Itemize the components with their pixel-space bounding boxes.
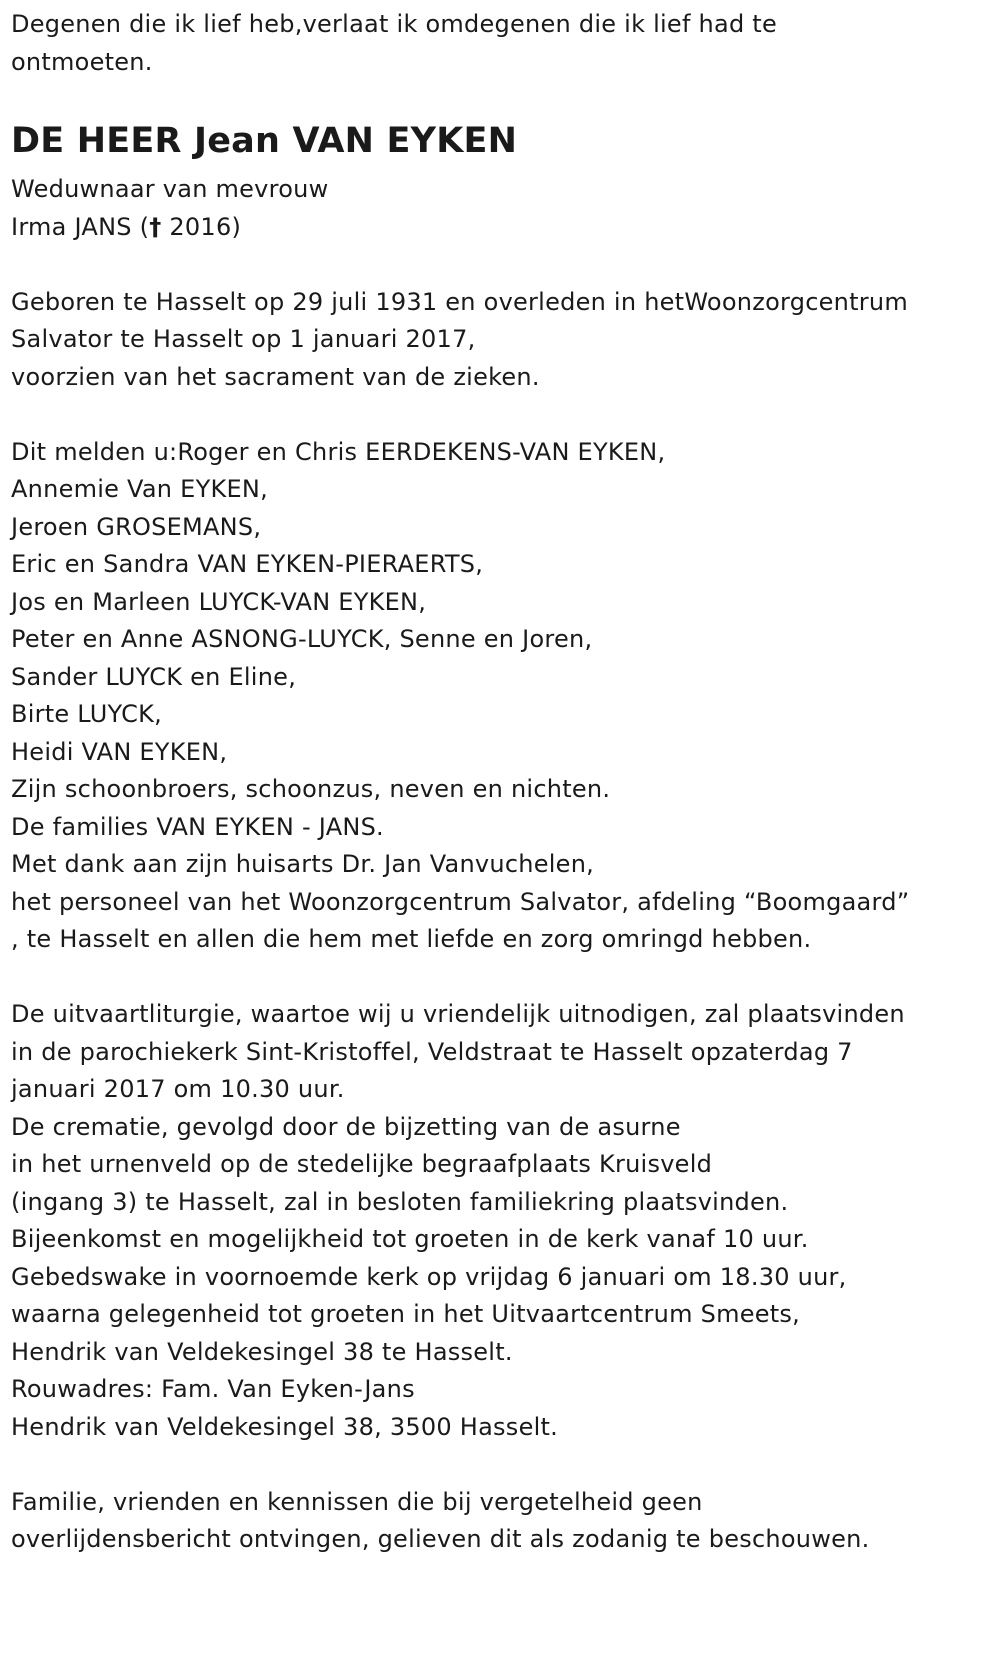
text-line: voorzien van het sacrament van de zieken. <box>11 362 540 391</box>
closing-line: overlijdensbericht ontvingen, gelieven dit als zodanig te beschouwen. <box>11 1525 870 1553</box>
ceremony-section <box>11 996 996 1446</box>
announcer-line: Dit melden u:Roger en Chris EERDEKENS-VAN EYKEN, <box>11 437 666 466</box>
birth-death-section <box>11 284 996 397</box>
announcers-section <box>11 434 996 959</box>
announcer-line: Sander LUYCK en Eline, <box>11 662 297 691</box>
announcer-line: Jeroen GROSEMANS, <box>11 512 262 541</box>
announcer-line: Birte LUYCK, <box>11 700 163 728</box>
deceased-name-title: DE HEER Jean VAN EYKEN <box>11 121 518 161</box>
text-line: Salvator te Hasselt op 1 januari 2017, <box>11 325 476 353</box>
spouse-section <box>11 171 996 246</box>
ceremony-line: Hendrik van Veldekesingel 38 te Hasselt. <box>11 1337 513 1366</box>
ceremony-line: waarna gelegenheid tot groeten in het Uitvaartcentrum Smeets, <box>11 1300 801 1328</box>
ceremony-line: januari 2017 om 10.30 uur. <box>11 1075 345 1103</box>
quote-line: Degenen die ik lief heb,verlaat ik omdegenen die ik lief had te <box>11 10 777 38</box>
memorial-quote <box>11 6 996 81</box>
obituary-document <box>11 6 996 1559</box>
announcer-line: Eric en Sandra VAN EYKEN-PIERAERTS, <box>11 550 484 578</box>
quote-line: ontmoeten. <box>11 47 153 76</box>
spouse-line: Weduwnaar van mevrouw <box>11 175 329 203</box>
announcer-line: Zijn schoonbroers, schoonzus, neven en nichten. <box>11 775 611 803</box>
paragraph-gap <box>11 1446 996 1484</box>
ceremony-line: Hendrik van Veldekesingel 38, 3500 Hasselt. <box>11 1412 559 1441</box>
cross-icon: † <box>149 212 162 241</box>
paragraph-gap <box>11 959 996 997</box>
announcer-line: Jos en Marleen LUYCK-VAN EYKEN, <box>11 587 427 616</box>
spouse-name: Irma JANS ( <box>11 212 150 241</box>
announcer-line: De families VAN EYKEN - JANS. <box>11 812 384 841</box>
announcer-line: Peter en Anne ASNONG-LUYCK, Senne en Joren, <box>11 625 593 653</box>
announcer-line: Met dank aan zijn huisarts Dr. Jan Vanvuchelen, <box>11 850 595 878</box>
ceremony-line: in het urnenveld op de stedelijke begraafplaats Kruisveld <box>11 1150 713 1178</box>
ceremony-line: Bijeenkomst en mogelijkheid tot groeten in de kerk vanaf 10 uur. <box>11 1225 809 1253</box>
paragraph-gap <box>11 246 996 284</box>
ceremony-line: Gebedswake in voornoemde kerk op vrijdag 6 januari om 18.30 uur, <box>11 1262 847 1291</box>
paragraph-gap <box>11 396 996 434</box>
ceremony-line: De uitvaartliturgie, waartoe wij u vriendelijk uitnodigen, zal plaatsvinden <box>11 1000 905 1028</box>
announcer-line: Heidi VAN EYKEN, <box>11 737 228 766</box>
ceremony-line: De crematie, gevolgd door de bijzetting van de asurne <box>11 1112 681 1141</box>
text-line: Geboren te Hasselt op 29 juli 1931 en overleden in hetWoonzorgcentrum <box>11 287 908 316</box>
closing-section <box>11 1484 996 1559</box>
announcer-line: Annemie Van EYKEN, <box>11 475 268 503</box>
ceremony-line: (ingang 3) te Hasselt, zal in besloten familiekring plaatsvinden. <box>11 1187 789 1216</box>
ceremony-line: in de parochiekerk Sint-Kristoffel, Veldstraat te Hasselt opzaterdag 7 <box>11 1037 853 1066</box>
announcer-line: , te Hasselt en allen die hem met liefde en zorg omringd hebben. <box>11 925 812 953</box>
announcer-line: het personeel van het Woonzorgcentrum Salvator, afdeling “Boomgaard” <box>11 887 910 916</box>
ceremony-line: Rouwadres: Fam. Van Eyken-Jans <box>11 1375 415 1403</box>
spouse-death-year: 2016) <box>161 212 242 241</box>
closing-line: Familie, vrienden en kennissen die bij vergetelheid geen <box>11 1487 703 1516</box>
spouse-name-line <box>11 209 996 247</box>
